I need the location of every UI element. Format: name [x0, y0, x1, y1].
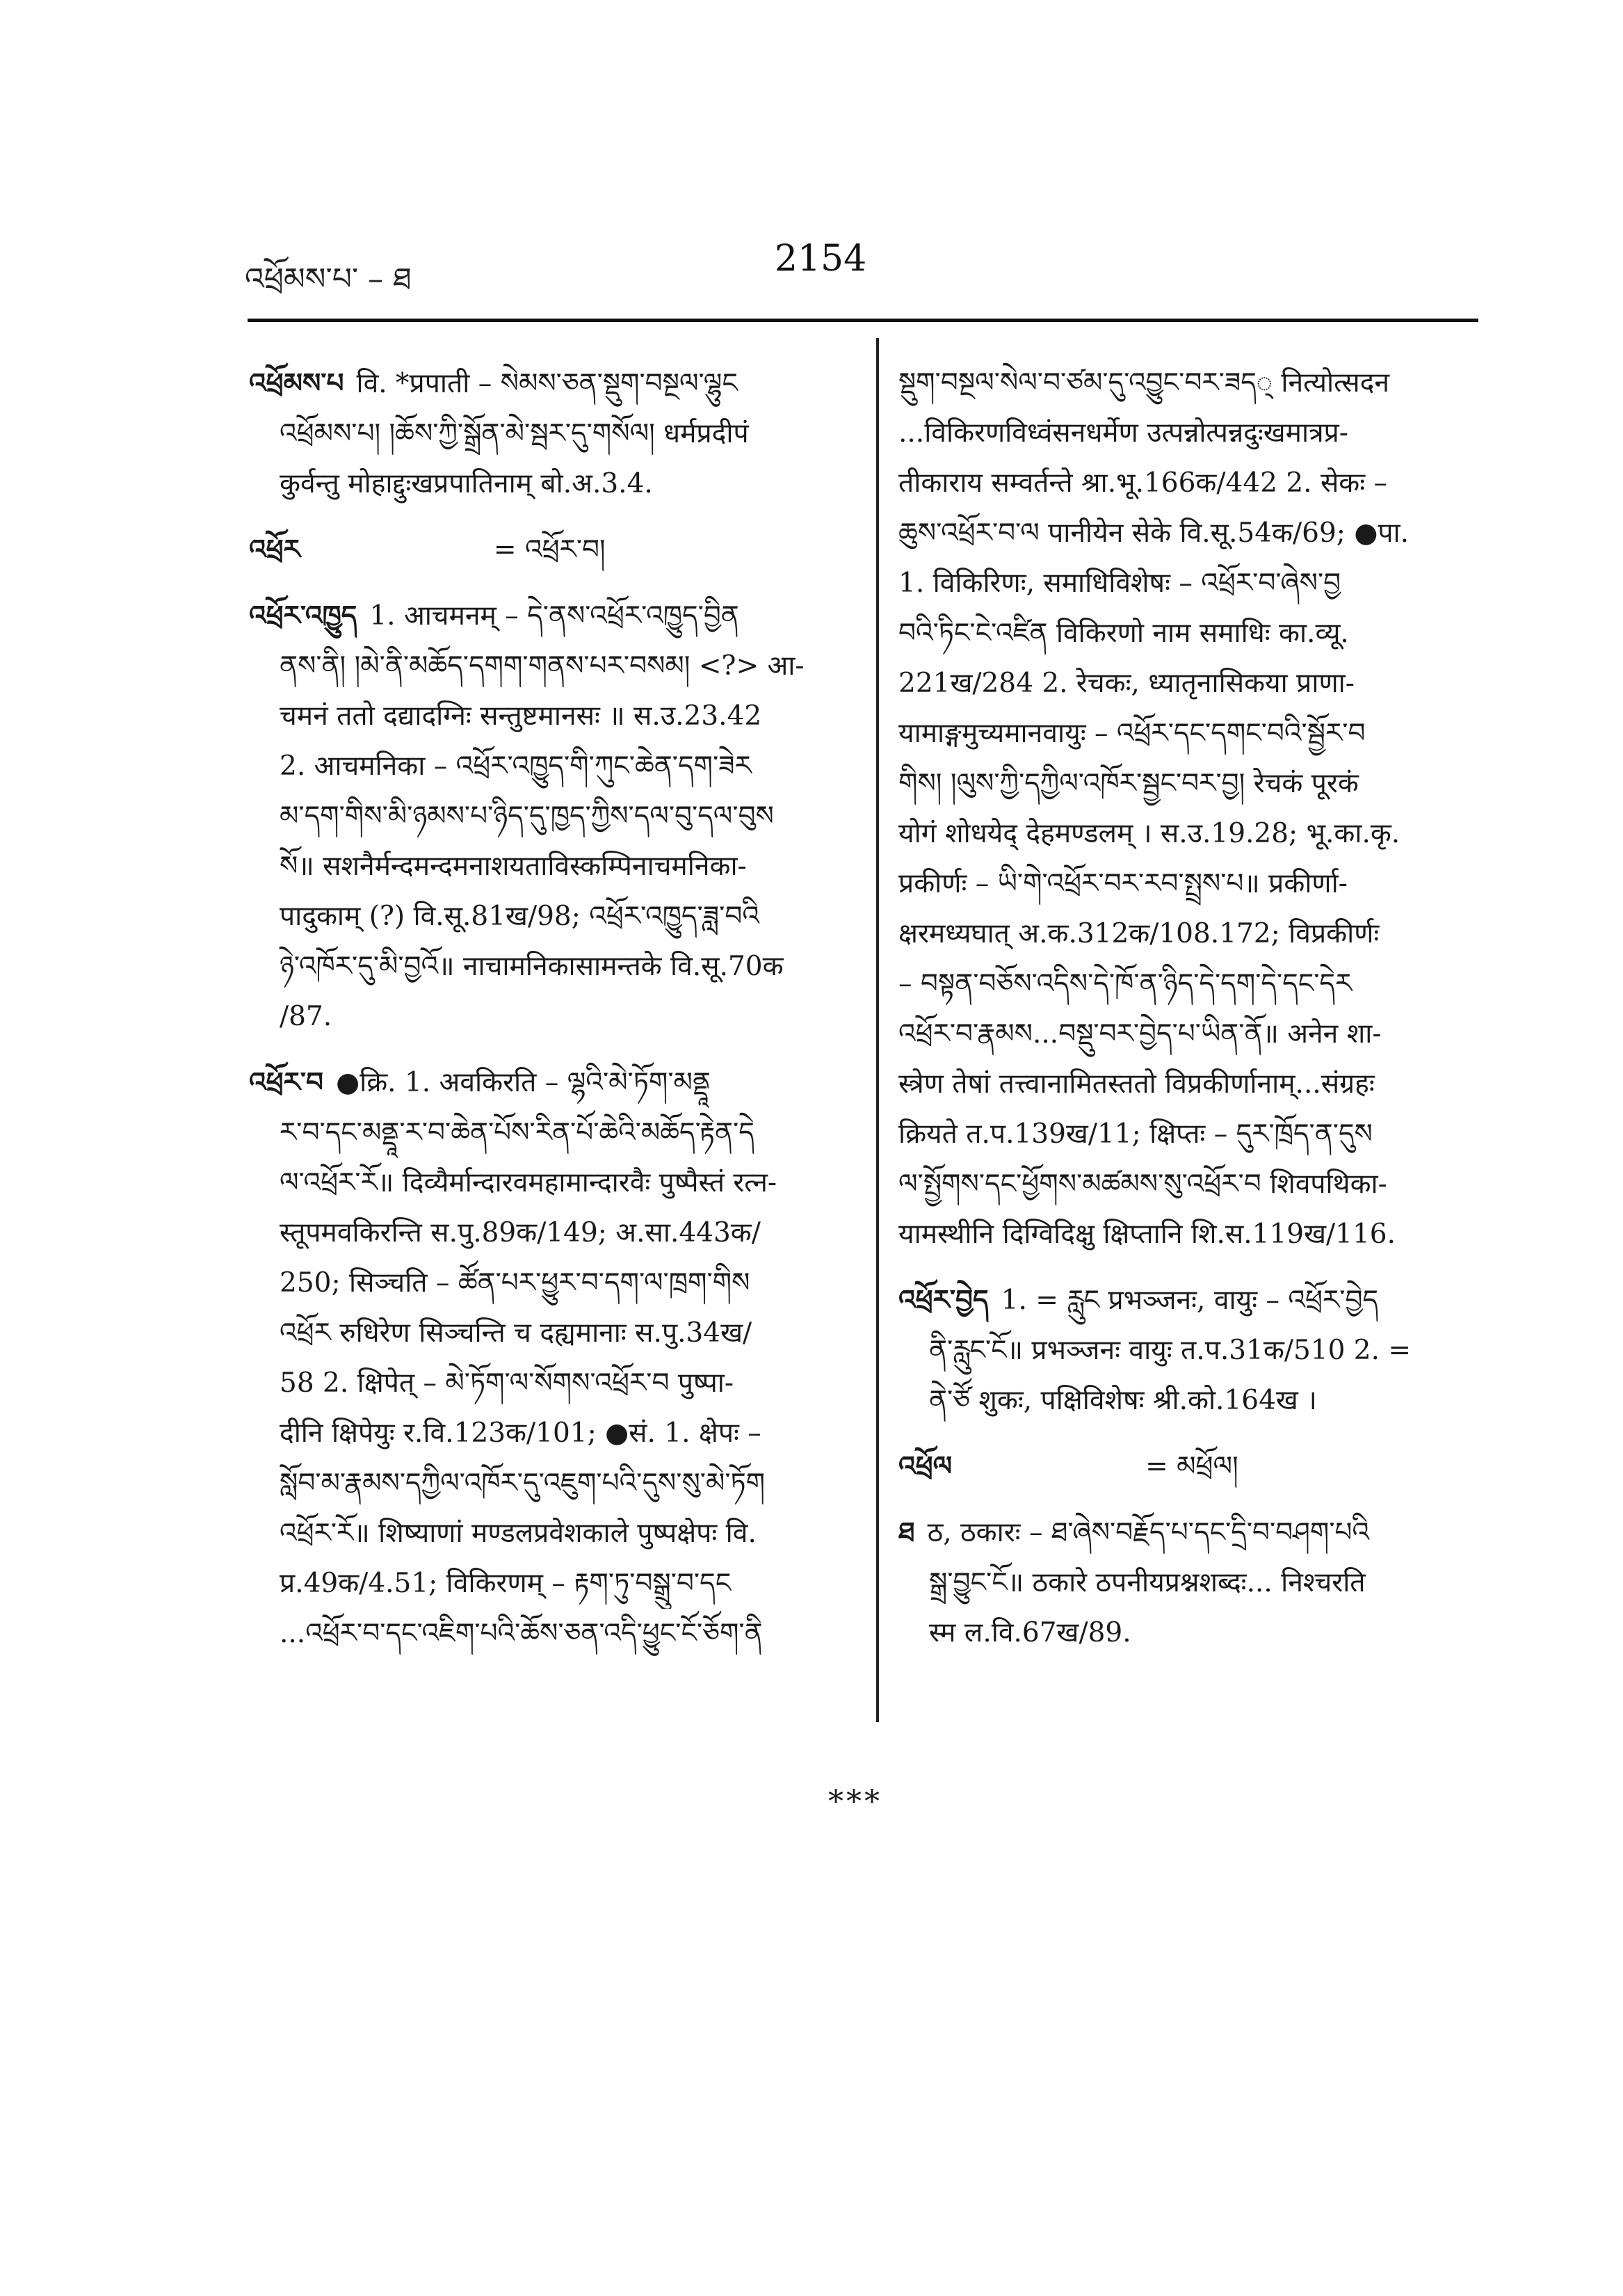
entry-text: /87.: [280, 1001, 332, 1032]
entry-line: [249, 691, 864, 741]
entry-text: 1. आचमनम् – དེ་ནས་འཕྲོར་འཁྱུད་བྱིན: [369, 600, 739, 632]
headword: འཕྲོར་འཁྱུད: [249, 600, 357, 632]
entry-line: [249, 1559, 864, 1609]
entry-line: [898, 1159, 1495, 1210]
entry-text: ལ་འཕྲོར་རོ॥ दिव्यैर्मान्दारवमहामान्दारवैः पुष्पैस्तं रत्न-: [280, 1167, 777, 1198]
entry-text: ལ་སྤྱོགས་དང་ཕྱོགས་མཚམས་སུ་འཕྲོར་བ शिवपथिका-: [898, 1169, 1387, 1200]
right-column: [898, 358, 1495, 1673]
entry-line: [898, 659, 1495, 709]
headword: འཕྲོར་བྱེད: [898, 1284, 989, 1316]
entry-line: [898, 408, 1495, 458]
entry-line: [249, 1459, 864, 1509]
entry-line: [249, 741, 864, 792]
entry-text: ...འཕྲོར་བ་དང་འཇིག་པའི་ཆོས་ཅན་འདི་ཕྱུང་ངོ་ཅོག་ནི: [280, 1618, 763, 1649]
entry-text: སྡུག་བསྔལ་སེལ་བ་ཙམ་དུ་འབྱུང་བར་ཟད् नित्योत्सदन: [898, 367, 1390, 399]
entry-text: སློབ་མ་རྣམས་དཀྱིལ་འཁོར་དུ་འཇུག་པའི་དུས་སུ་མེ་ཏོག: [280, 1468, 766, 1499]
entry-line: [898, 609, 1495, 659]
column-divider: [876, 338, 879, 1722]
entry-line: [898, 759, 1495, 809]
entry-text: चमनं ततो दद्यादग्निः सन्तुष्टमानसः ॥ स.उ.23.42: [280, 700, 762, 732]
entry-line: [249, 1358, 864, 1408]
entry-text: ཆུས་འཕྲོར་བ་ལ पानीयेन सेके वि.सू.54क/69; ●पा.: [898, 517, 1409, 549]
dictionary-entry: [249, 591, 864, 1042]
entry-line: [898, 1275, 1495, 1326]
entry-text: यामस्थीनि दिग्विदिक्षु क्षिप्तानि शि.स.119ख/116.: [898, 1219, 1396, 1250]
dictionary-entry: [249, 358, 864, 509]
entry-text: མ་དག་གིས་མི་ཉམས་པ་ཉིད་དུ་ཁྱད་ཀྱིས་དལ་བུ་དལ་བུས: [280, 801, 774, 832]
entry-text: འཕྲོར་རོ॥ शिष्याणां मण्डलप्रवेशकाले पुष्पक्षेपः वि.: [280, 1518, 757, 1549]
entry-line: [249, 942, 864, 992]
entry-text: क्रियते त.प.139ख/11; क्षिप्तः – དུར་ཁྲོད་ན་དུས: [898, 1118, 1373, 1150]
left-column: [249, 358, 864, 1674]
entry-text: ...विकिरणविध्वंसनधर्मेण उत्पन्नोत्पन्नदुःखमात्रप्र-: [898, 417, 1348, 449]
entry-line: [249, 358, 864, 409]
entry-line: [898, 458, 1495, 508]
entry-line: [898, 1059, 1495, 1109]
entry-text: སོ॥ सशनैर्मन्दमन्दमनाशयताविस्कम्पिनाचमनिका-: [280, 851, 747, 882]
entry-line: [249, 842, 864, 892]
entry-line: [898, 358, 1495, 408]
entry-line: [249, 459, 864, 509]
entry-line: [898, 709, 1495, 759]
headword: འཕྲོར་བ: [249, 1066, 324, 1098]
entry-line: [898, 1326, 1495, 1376]
entry-text: གིས། །ལུས་ཀྱི་དཀྱིལ་འཁོར་སྦྱང་བར་བྱ། रेचकं पूरकं: [898, 768, 1359, 799]
entry-text: 2. आचमनिका – འཕྲོར་འཁྱུད་གི་ཀུང་ཆེན་དག་ཟེར: [280, 750, 752, 782]
entry-line: [249, 792, 864, 842]
dictionary-entry: [249, 1057, 864, 1659]
entry-text: ནི་རླུང་ངོ॥ प्रभञ्जनः वायुः त.प.31क/510 2. =: [929, 1335, 1412, 1366]
dictionary-entry: [898, 1441, 1495, 1492]
entry-text: 221ख/284 2. रेचकः, ध्यातृनासिकया प्राणा-: [898, 668, 1355, 699]
entry-line: [898, 1210, 1495, 1260]
dictionary-entry: [898, 1275, 1495, 1426]
entry-text: འཕྲོར་བ་རྣམས...བསྡུ་བར་བྱེད་པ་ཡིན་ནོ॥ अनेन शा-: [898, 1018, 1382, 1050]
headword: འཕྲོལ: [898, 1450, 953, 1482]
headword: འཕྲོར: [249, 533, 300, 565]
entry-text: स्म ल.वि.67ख/89.: [929, 1617, 1131, 1648]
entry-line: [249, 892, 864, 942]
dictionary-entry: [898, 358, 1495, 1260]
cross-reference: = འཕྲོར་བ།: [493, 534, 606, 565]
cross-reference: = མཕྲོལ།: [1145, 1451, 1238, 1482]
entry-text: स्तूपमवकिरन्ति स.पु.89क/149; अ.सा.443क/: [280, 1217, 761, 1249]
entry-text: कुर्वन्तु मोहाद्दुःखप्रपातिनाम् बो.अ.3.4.: [280, 468, 653, 499]
entry-text: 58 2. क्षिपेत् – མེ་ཏོག་ལ་སོགས་འཕྲོར་བ पुष्पा-: [280, 1367, 734, 1399]
entry-line: [898, 1608, 1495, 1658]
entry-text: वि. *प्रपाती – སེམས་ཅན་སྡུག་བསྔལ་ལྷུང: [356, 368, 738, 399]
entry-text: ཉེ་འཁོར་དུ་མི་བྱའོ॥ नाचामनिकासामन्तके वि.सू.70क: [280, 951, 784, 982]
entry-text: བའི་ཏིང་ངེ་འཛིན विकिरणो नाम समाधिः का.व्यू.: [898, 618, 1349, 649]
headword: འཕྲོམས་པ: [249, 367, 344, 399]
entry-line: [249, 641, 864, 691]
entry-line: [898, 508, 1495, 559]
entry-text: योगं शोधयेद् देहमण्डलम् । स.उ.19.28; भू.का.कृ.: [898, 818, 1400, 849]
entry-text: 1. = རླུང प्रभञ्जनः, वायुः – འཕྲོར་བྱེད: [1001, 1285, 1379, 1316]
running-head: འཕྲོམས་པ་ – ཐ: [245, 262, 412, 297]
entry-line: [898, 859, 1495, 909]
entry-text: दीनि क्षिपेयुः र.वि.123क/101; ●सं. 1. क्षेपः –: [280, 1418, 761, 1449]
entry-text: སྒྲ་བྱུང་ངོ॥ ठकारे ठपनीयप्रश्नशब्दः... निश्चरति: [929, 1567, 1366, 1598]
entry-text: ནས་ནི། །མེ་ནི་མཆོད་དགག་གནས་པར་བསམ། <?> आ-: [280, 650, 805, 682]
entry-line: [249, 1609, 864, 1659]
entry-line: [898, 909, 1495, 959]
headword: ཐ: [898, 1516, 915, 1548]
page-number: 2154: [774, 238, 867, 280]
entry-line: [249, 992, 864, 1042]
entry-text: 250; सिञ्चति – ཚོན་པར་ཕྱུར་བ་དག་ལ་ཁྲག་གིས: [280, 1267, 750, 1299]
entry-text: ठ, ठकारः – ཐ་ཞེས་བརྗོད་པ་དང་དྲི་བ་བཤག་པའི: [927, 1517, 1370, 1548]
entry-text: ར་བ་དང་མནྡཱ་ར་བ་ཆེན་པོས་རིན་པོ་ཆེའི་མཆོད་རྟེན་དེ: [280, 1117, 754, 1148]
entry-text: पादुकाम् (?) वि.सू.81ख/98; འཕྲོར་འཁྱུད་ཟླ་བའི: [280, 901, 759, 932]
entry-text: ནེ་ཙོ शुकः, पक्षिविशेषः श्री.को.164ख ।: [929, 1385, 1317, 1416]
entry-line: [898, 1009, 1495, 1059]
entry-line: [249, 1258, 864, 1308]
entry-line: [249, 1208, 864, 1258]
entry-text: स्त्रेण तेषां तत्त्वानामितस्ततो विप्रकीर्णानाम्...संग्रहः: [898, 1068, 1375, 1100]
entry-text: འཕྲོར रुधिरेण सिञ्चन्ति च दह्यमानाः स.पु.34ख/: [280, 1317, 752, 1349]
dictionary-entry: [249, 524, 864, 575]
entry-line: [249, 1509, 864, 1559]
entry-text: 1. विकिरिणः, समाधिविशेषः – འཕྲོར་བ་ཞེས་བྱ: [898, 568, 1341, 599]
entry-text: འཕྲོམས་པ། །ཆོས་ཀྱི་སྒྲོན་མེ་སྦར་དུ་གསོལ། धर्मप्रदीपं: [280, 418, 749, 449]
entry-line: [249, 1408, 864, 1459]
entry-text: यामाङ्गमुच्यमानवायुः – འཕྲོར་དང་དགང་བའི་སྦྱོར་བ: [898, 718, 1366, 749]
entry-text: क्षरमध्यघात् अ.क.312क/108.172; विप्रकीर्णः: [898, 918, 1380, 949]
entry-text: प्रकीर्णः – ཡི་གེ་འཕྲོར་བར་རབ་སྤྲས་པ॥ प्रकीर्णा-: [898, 868, 1348, 899]
header-rule: [248, 319, 1478, 322]
entry-line: [898, 809, 1495, 859]
entry-line: [249, 1057, 864, 1108]
entry-line: [898, 959, 1495, 1009]
entry-text: ●क्रि. 1. अवकिरति – ལྷའི་མེ་ཏོག་མནྡཱ: [336, 1067, 711, 1098]
entry-line: [249, 1108, 864, 1158]
entry-line: [898, 1376, 1495, 1426]
entry-text: तीकाराय सम्वर्तन्ते श्रा.भू.166क/442 2. सेकः –: [898, 467, 1388, 499]
dictionary-entry: [898, 1507, 1495, 1658]
entry-line: [249, 591, 864, 641]
entry-line: [898, 559, 1495, 609]
entry-text: – བསྟན་བཅོས་འདིས་དེ་ཁོ་ན་ཉིད་དེ་དག་དེ་དང་དེར: [898, 968, 1352, 1000]
entry-line: [249, 409, 864, 459]
entry-line: [249, 1158, 864, 1208]
entry-text: प्र.49क/4.51; विकिरणम् – རྟག་ཏུ་བསྒྲུ་བ་དང: [280, 1568, 732, 1599]
entry-line: [249, 1308, 864, 1358]
entry-line: [898, 1558, 1495, 1608]
end-mark: ***: [828, 1784, 882, 1820]
entry-line: [898, 1507, 1495, 1558]
entry-line: [898, 1109, 1495, 1159]
